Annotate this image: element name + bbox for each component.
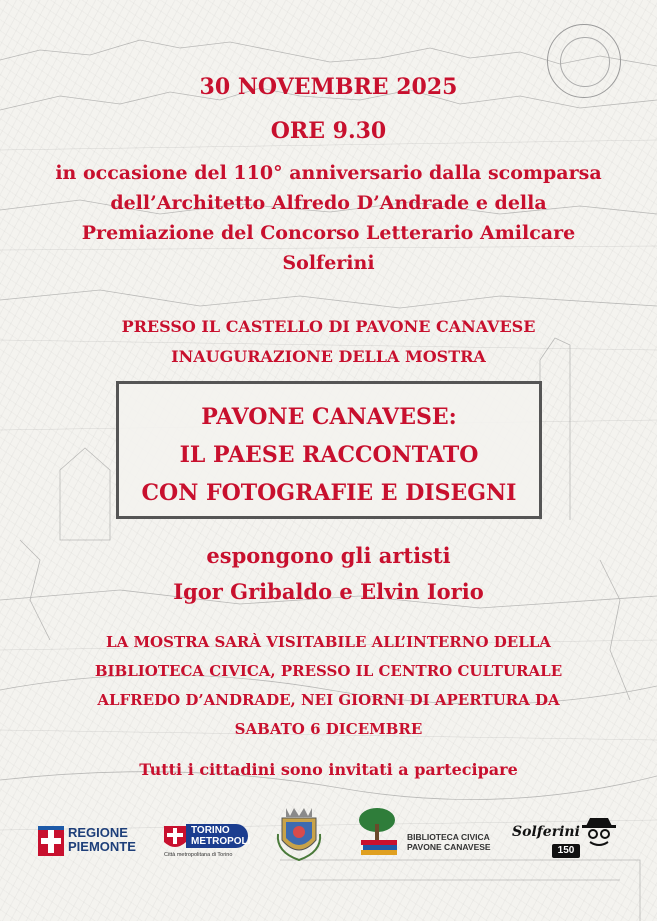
exhibition-title-line: PAVONE CANAVESE: [201,404,457,430]
notice-line: BIBLIOTECA CIVICA, PRESSO IL CENTRO CULTURALE [94,662,563,680]
torino-metropoli-logo [162,822,252,862]
artists-names: Igor Gribaldo e Elvin Iorio [173,579,484,604]
opening-notice [0,628,657,744]
torino-caption: Città metropolitana di Torino [164,852,233,858]
exhibition-title-line: IL PAESE RACCONTATO [179,442,479,468]
exhibition-title-line: CON FOTOGRAFIE E DISEGNI [141,480,517,506]
occasion-line: Premiazione del Concorso Letterario Amilcare [81,222,576,244]
exhibition-title [119,398,539,512]
piemonte-label: PIEMONTE [68,839,136,854]
venue-line: INAUGURAZIONE DELLA MOSTRA [171,347,486,366]
exhibition-title-box [116,381,542,519]
event-time: ORE 9.30 [270,118,387,144]
sponsor-logos [0,800,657,880]
event-date: 30 NOVEMBRE 2025 [199,74,458,100]
occasion-line: Solferini [282,252,375,274]
hat-glasses-face-icon [582,814,616,854]
solferini-150-logo [512,814,622,874]
venue-line: PRESSO IL CASTELLO DI PAVONE CANAVESE [121,317,536,336]
piemonte-flag-icon [38,826,64,856]
solferini-150-badge: 150 [552,844,580,858]
tree-books-icon [355,806,403,858]
pavone-coat-of-arms-icon [274,804,324,862]
metropoli-label: METROPOLI [191,836,251,847]
occasion-line: in occasione del 110° anniversario dalla scomparsa [55,162,602,184]
regione-label: REGIONE [68,825,128,840]
occasion-line: dell’Architetto Alfredo D’Andrade e della [110,192,547,214]
torino-shield-icon [162,824,188,852]
notice-line: LA MOSTRA SARÀ VISITABILE ALL’INTERNO DELLA [106,633,551,651]
artists-text [0,538,657,610]
biblioteca-civica-logo [355,806,505,864]
artists-intro: espongono gli artisti [206,543,451,568]
notice-line: ALFREDO D’ANDRADE, NEI GIORNI DI APERTURA DA [97,691,560,709]
venue-text [0,312,657,372]
invitation-text: Tutti i cittadini sono invitati a partecipare [139,760,518,779]
pavone-canavese-label: PAVONE CANAVESE [407,842,491,852]
torino-label: TORINO [191,825,230,836]
notice-line: SABATO 6 DICEMBRE [234,720,423,738]
occasion-text [0,158,657,278]
solferini-label: Solferini [512,824,580,840]
biblioteca-label: BIBLIOTECA CIVICA [407,832,490,842]
regione-piemonte-logo [38,824,138,860]
